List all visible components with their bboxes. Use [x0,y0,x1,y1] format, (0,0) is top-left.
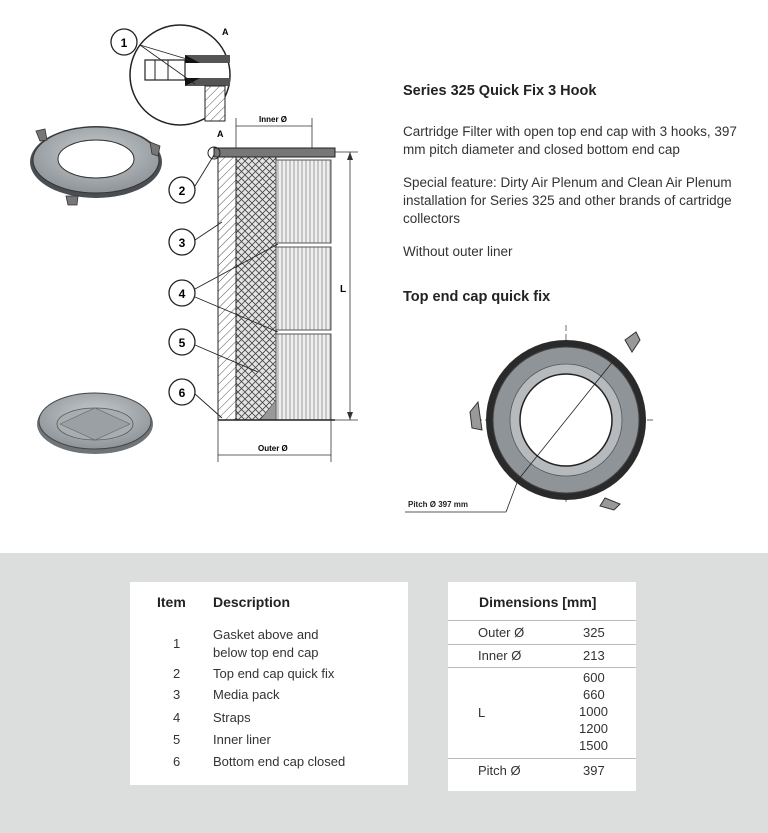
item-header: Item [157,594,186,610]
table-row-desc: Gasket above and below top end cap [213,627,319,660]
description-header: Description [213,594,291,610]
table-row-item: 6 [173,754,181,769]
pitch-label: Pitch Ø 397 mm [408,500,469,509]
outer-diameter-dimension [218,420,331,462]
dim-row-label: L [478,705,486,720]
table-row-item: 1 [173,636,181,651]
liner-note: Without outer liner [403,244,513,259]
callout-4 [169,280,195,306]
table-row-desc: Inner liner [213,732,271,747]
length-dimension [335,152,358,420]
dim-row-value: 660 [583,687,605,702]
table-row-item: 3 [173,687,181,702]
svg-text:2: 2 [178,184,186,198]
top-end-cap-image [30,126,162,205]
row-divider [448,620,636,621]
product-description: Cartridge Filter with open top end cap with 3 hooks, 397 mm pitch diameter and closed bottom end cap [403,124,737,157]
callout-2 [169,177,195,203]
table-row-item: 4 [173,710,181,725]
table-row-desc: Media pack [213,687,280,702]
row-divider [448,667,636,668]
dimensions-header: Dimensions [mm] [479,594,597,610]
detail-label: A [222,27,229,37]
detail-marker: A [217,129,224,139]
items-table [130,582,408,785]
dim-row-label: Inner Ø [478,648,522,663]
bottom-end-cap-image [37,393,153,454]
table-row-desc: Straps [213,710,251,725]
svg-text:5: 5 [178,336,186,350]
table-row-desc: Bottom end cap closed [213,754,346,769]
callout-1 [111,29,137,55]
row-divider [448,758,636,759]
table-row-desc: Top end cap quick fix [213,666,335,681]
cartridge-section [208,147,335,420]
length-label: L [340,284,347,295]
dim-row-value: 325 [583,625,605,640]
svg-text:1: 1 [120,36,128,50]
callout-3 [169,229,195,255]
outer-diameter-label: Outer Ø [258,444,288,453]
dim-row-label: Outer Ø [478,625,525,640]
table-row-item: 5 [173,732,181,747]
dim-row-label: Pitch Ø [478,763,521,778]
dim-row-value: 1000 [579,704,608,719]
dim-row-value: 600 [583,670,605,685]
filter-technical-drawing [0,0,400,540]
dimensions-table [448,582,636,791]
dim-row-value: 1200 [579,721,608,736]
callout-6 [169,379,195,405]
dim-row-value: 397 [583,763,605,778]
section-subtitle: Top end cap quick fix [403,289,551,305]
svg-text:6: 6 [178,386,186,400]
callout-5 [169,329,195,355]
quick-fix-cap-drawing [400,320,660,520]
inner-diameter-label: Inner Ø [259,115,288,124]
product-title: Series 325 Quick Fix 3 Hook [403,83,597,99]
svg-text:3: 3 [178,236,186,250]
table-row-item: 2 [173,666,181,681]
dim-row-value: 213 [583,648,605,663]
dim-row-value: 1500 [579,738,608,753]
detail-view-a [130,25,230,125]
row-divider [448,644,636,645]
special-feature-text: Special feature: Dirty Air Plenum and Clean Air Plenum installation for Series 325 and other brands of cartridge collectors [403,175,732,226]
svg-text:4: 4 [178,287,186,301]
